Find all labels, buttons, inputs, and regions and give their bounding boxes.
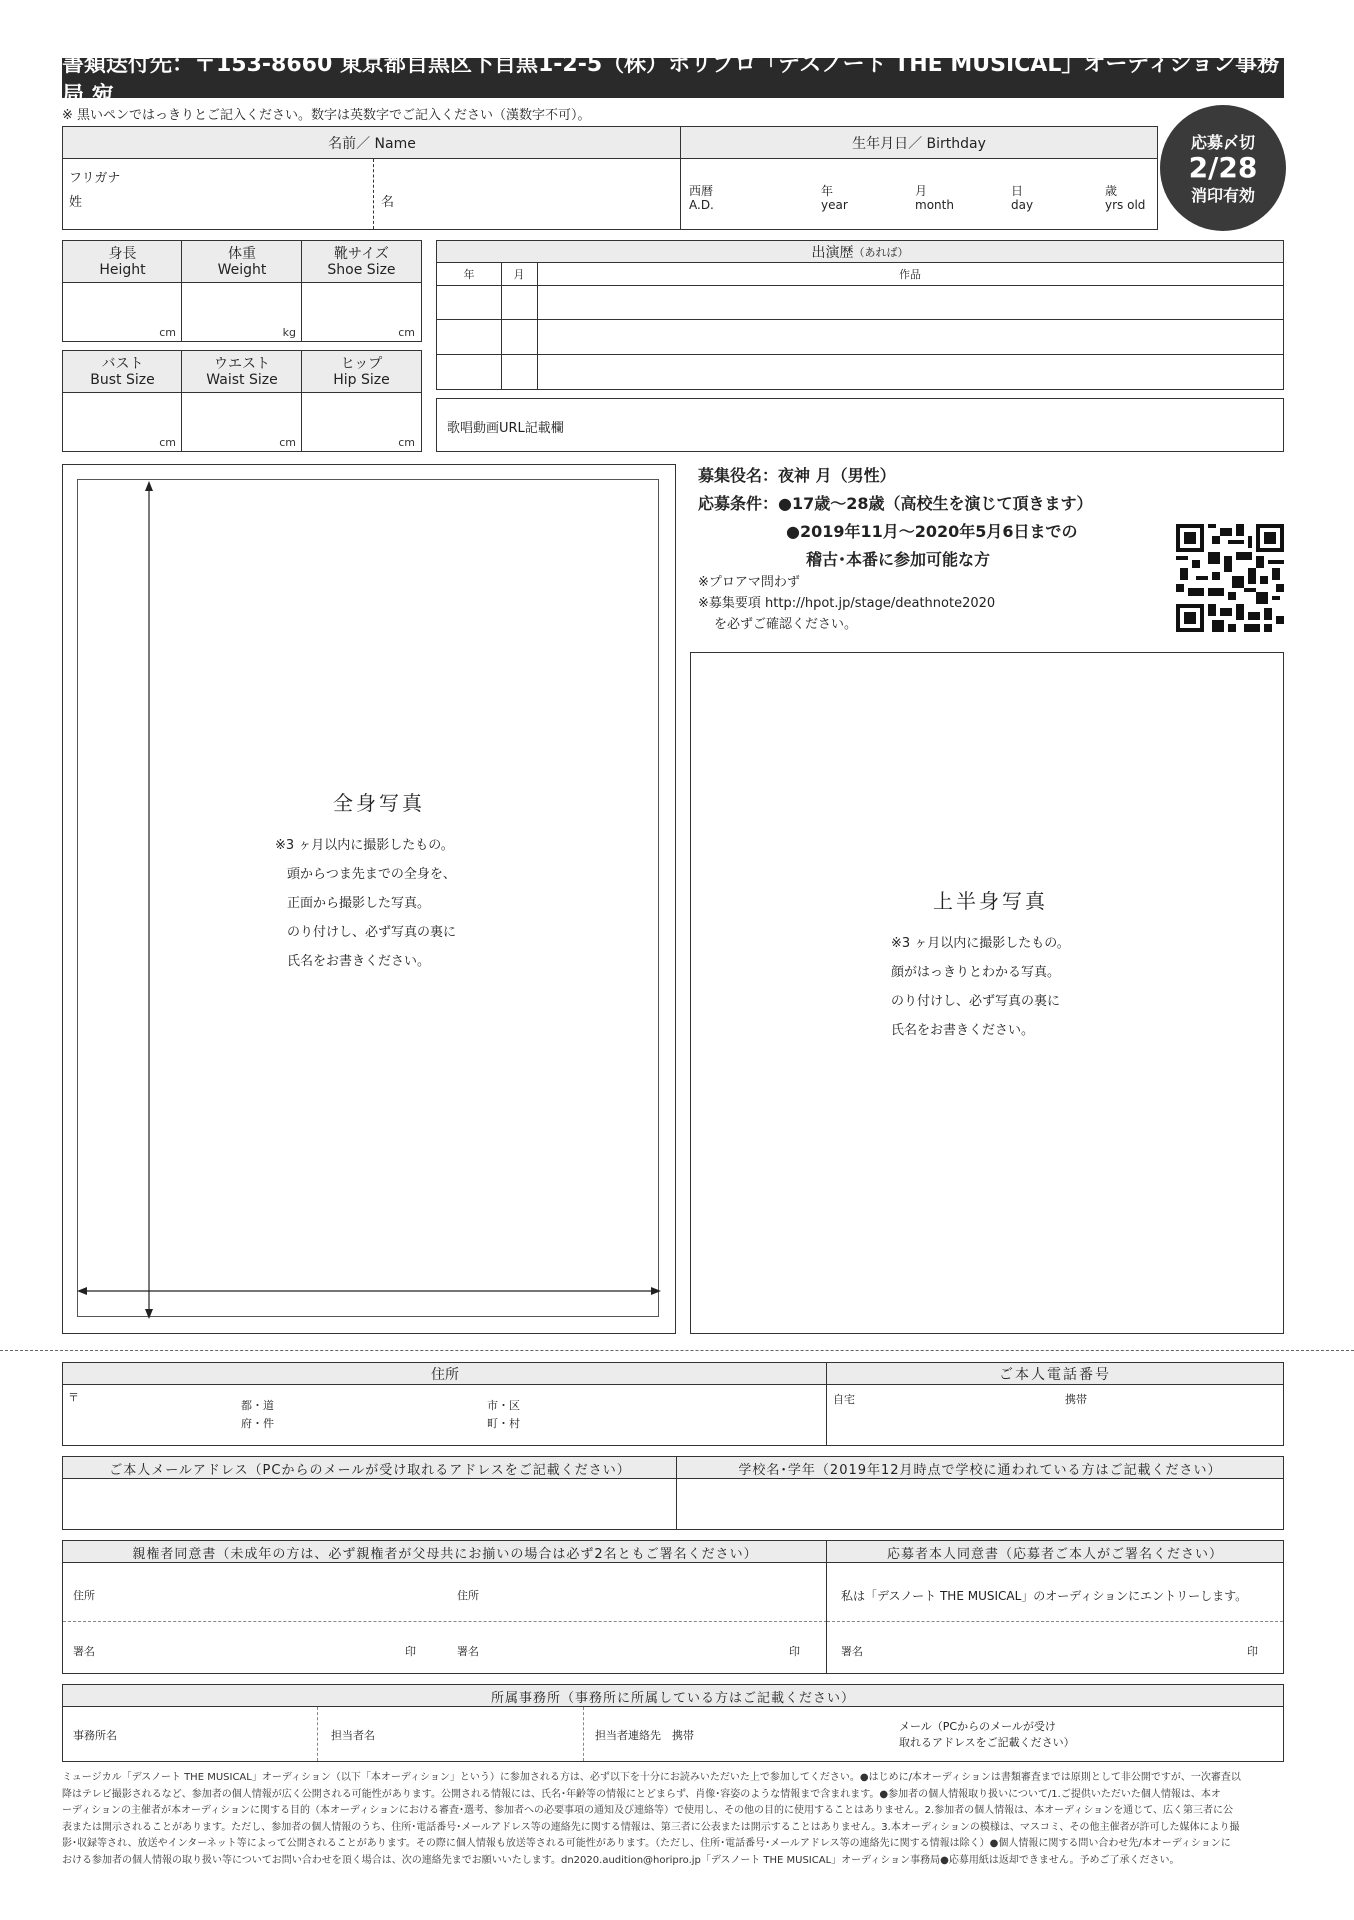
birthday-header: 生年月日／ Birthday bbox=[680, 126, 1158, 160]
measurements-table-2 bbox=[62, 350, 422, 452]
agency-name-label: 事務所名 bbox=[73, 1729, 117, 1742]
waist-header: ウエスト Waist Size bbox=[181, 350, 303, 394]
recruit-role: 募集役名：夜神 月（男性） bbox=[698, 466, 896, 485]
upper-body-photo-instructions: ※3 ヶ月以内に撮影したもの。 顔がはっきりとわかる写真。 のり付けし、必ず写真の裏に 氏名をお書きください。 bbox=[891, 936, 1070, 1038]
deadline-postmark: 消印有効 bbox=[1190, 185, 1255, 205]
parent1-seal: 印 bbox=[405, 1645, 416, 1658]
full-body-photo-instructions: ※3 ヶ月以内に撮影したもの。 頭からつま先までの全身を、 正面から撮影した写真。 のり付けし、必ず写真の裏に 氏名をお書きください。 bbox=[275, 838, 457, 969]
phone-mobile-label: 携帯 bbox=[1065, 1393, 1087, 1406]
postal-mark: 〒 bbox=[68, 1391, 79, 1404]
weight-field[interactable]: kg bbox=[181, 282, 303, 342]
career-header: 出演歴 （あれば） bbox=[436, 240, 1284, 264]
city-label: 市・区 町・村 bbox=[487, 1399, 520, 1430]
hip-field[interactable]: cm bbox=[301, 392, 422, 452]
name-field[interactable] bbox=[62, 158, 682, 230]
phone-home-label: 自宅 bbox=[833, 1393, 855, 1406]
birthday-label-month: 月 month bbox=[915, 184, 954, 212]
phone-header: ご本人電話番号 bbox=[826, 1362, 1284, 1386]
height-header: 身長 Height bbox=[62, 240, 183, 284]
deadline-badge bbox=[1160, 105, 1286, 231]
parent1-address-label: 住所 bbox=[73, 1589, 95, 1602]
parent2-address-label: 住所 bbox=[457, 1589, 479, 1602]
email-field[interactable] bbox=[62, 1478, 678, 1530]
parent1-sign-label: 署名 bbox=[73, 1645, 95, 1658]
full-body-photo-area[interactable] bbox=[62, 464, 676, 1334]
mailing-address-header: 書類送付先：〒153-8660 東京都目黒区下目黒1-2-5（株）ホリプロ「デスノート THE MUSICAL」オーディション事務局 宛 bbox=[62, 58, 1284, 98]
deadline-label: 応募〆切 bbox=[1190, 133, 1255, 153]
career-col-year: 年 bbox=[463, 268, 475, 281]
upper-body-photo-title: 上半身写真 bbox=[933, 889, 1048, 913]
name-divider bbox=[373, 159, 374, 229]
recruit-condition-period: ●2019年11月～2020年5月6日までの bbox=[786, 522, 1078, 541]
measurements-table-1 bbox=[62, 240, 422, 342]
self-consent-header: 応募者本人同意書（応募者ご本人がご署名ください） bbox=[826, 1540, 1284, 1564]
self-consent-field[interactable] bbox=[826, 1562, 1284, 1674]
agency-contact-label: 担当者連絡先 携帯 bbox=[595, 1729, 694, 1742]
phone-field[interactable] bbox=[826, 1384, 1284, 1446]
school-header: 学校名･学年（2019年12月時点で学校に通われている方はご記載ください） bbox=[676, 1456, 1284, 1480]
full-body-photo-title: 全身写真 bbox=[333, 791, 425, 815]
recruit-condition-period-2: 稽古･本番に参加可能な方 bbox=[806, 550, 991, 569]
surname-label: 姓 bbox=[69, 195, 83, 210]
email-header: ご本人メールアドレス（PCからのメールが受け取れるアドレスをご記載ください） bbox=[62, 1456, 678, 1480]
agency-field[interactable] bbox=[62, 1706, 1284, 1762]
prefecture-label: 都・道 府・件 bbox=[241, 1399, 274, 1430]
school-field[interactable] bbox=[676, 1478, 1284, 1530]
parent-consent-header: 親権者同意書（未成年の方は、必ず親権者が父母共にお揃いの場合は必ず2名ともご署名ください） bbox=[62, 1540, 828, 1564]
given-name-label: 名 bbox=[381, 195, 395, 210]
recruit-info bbox=[698, 462, 1093, 574]
recruit-url[interactable]: ※募集要項 http://hpot.jp/stage/deathnote2020 bbox=[698, 596, 996, 611]
address-header: 住所 bbox=[62, 1362, 828, 1386]
self-sign-label: 署名 bbox=[841, 1645, 863, 1658]
waist-field[interactable]: cm bbox=[181, 392, 303, 452]
bust-header: バスト Bust Size bbox=[62, 350, 183, 394]
agency-person-label: 担当者名 bbox=[331, 1729, 375, 1742]
self-seal: 印 bbox=[1247, 1645, 1258, 1658]
parent2-seal: 印 bbox=[789, 1645, 800, 1658]
qr-code-icon[interactable] bbox=[1176, 524, 1284, 632]
cut-line bbox=[0, 1350, 1354, 1351]
shoe-size-header: 靴サイズ Shoe Size bbox=[301, 240, 422, 284]
deadline-date: 2/28 bbox=[1188, 151, 1258, 185]
name-header: 名前／ Name bbox=[62, 126, 682, 160]
height-field[interactable]: cm bbox=[62, 282, 183, 342]
agency-mail-label: メール（PCからのメールが受け 取れるアドレスをご記載ください） bbox=[899, 1720, 1075, 1749]
furigana-label: フリガナ bbox=[69, 171, 121, 186]
birthday-label-ad: 西暦 A.D. bbox=[689, 184, 714, 212]
self-consent-statement: 私は「デスノート THE MUSICAL」のオーディションにエントリーします。 bbox=[841, 1589, 1248, 1603]
bust-field[interactable]: cm bbox=[62, 392, 183, 452]
top-note: ※ 黒いペンではっきりとご記入ください。数字は英数字でご記入ください（漢数字不可）。 bbox=[62, 108, 591, 123]
singing-url-label: 歌唱動画URL記載欄 bbox=[447, 421, 564, 436]
birthday-label-day: 日 day bbox=[1011, 184, 1034, 212]
footer-legal-text: ミュージカル「デスノート THE MUSICAL」オーディション（以下「本オーディション」という）に参加される方は、必ず以下を十分にお読みいただいた上で参加してください。●はじめに/本オーディションは書類審査までは原則として非公開ですが、一次審査以 降はテレビ撮影されるなど、参加者の個人情報が広く公開される可能性があります。公開される情報には、氏名･年齢等の情報にとどまらず、肖像･容姿のような情報まで含まれます。●参加者の個人情報取り扱いについて/1.ご提供いただいた個人情報は、本オ ーディションの主催者が本オーディションに関する目的（本オーディションにおける審査･選考、参加者への必要事項の通知及び連絡等）で使用し、その他の目的に使用することはありません。2.参加者の個人情報は、本オーディションを通じて、広く第三者に公 表または開示されることがあります。ただし、参加者の個人情報のうち、住所･電話番号･メールアドレス等の連絡先に関する情報は、第三者に公表または開示することはありません。3.本オーディションの模様は、マスコミ、その他主催者が許可した媒体により撮 影･収録等され、放送やインターネット等によって公開されることがあります。その際に個人情報も放送等される可能性があります。（ただし、住所･電話番号･メールアドレス等の連絡先に関する情報は除く）●個人情報に関する問い合わせ先/本オーディションに おける参加者の個人情報の取り扱い等についてお問い合わせを頂く場合は、次の連絡先までお願いいたします。dn2020.audition@horipro.jp「デスノート THE MUSICAL」オーディション事務局●応募用紙は返却できません。予めご了承ください。 bbox=[62, 1772, 1241, 1866]
career-table[interactable] bbox=[436, 262, 1284, 390]
parent-consent-field[interactable] bbox=[62, 1562, 828, 1674]
birthday-label-year: 年 year bbox=[821, 184, 848, 212]
agency-header: 所属事務所（事務所に所属している方はご記載ください） bbox=[62, 1684, 1284, 1708]
weight-header: 体重 Weight bbox=[181, 240, 303, 284]
singing-url-field[interactable] bbox=[436, 398, 1284, 452]
birthday-label-age: 歳 yrs old bbox=[1105, 184, 1146, 212]
hip-header: ヒップ Hip Size bbox=[301, 350, 422, 394]
career-col-month: 月 bbox=[513, 268, 525, 281]
career-col-work: 作品 bbox=[899, 268, 921, 281]
shoe-size-field[interactable]: cm bbox=[301, 282, 422, 342]
parent2-sign-label: 署名 bbox=[457, 1645, 479, 1658]
upper-body-photo-area[interactable] bbox=[690, 652, 1284, 1334]
address-field[interactable] bbox=[62, 1384, 828, 1446]
recruit-notes: ※プロアマ問わず ※募集要項 http://hpot.jp/stage/deathnote2020 を必ずご確認ください。 bbox=[698, 575, 996, 632]
recruit-condition-age: 応募条件：●17歳～28歳（高校生を演じて頂きます） bbox=[698, 494, 1093, 513]
birthday-field[interactable] bbox=[680, 158, 1158, 230]
